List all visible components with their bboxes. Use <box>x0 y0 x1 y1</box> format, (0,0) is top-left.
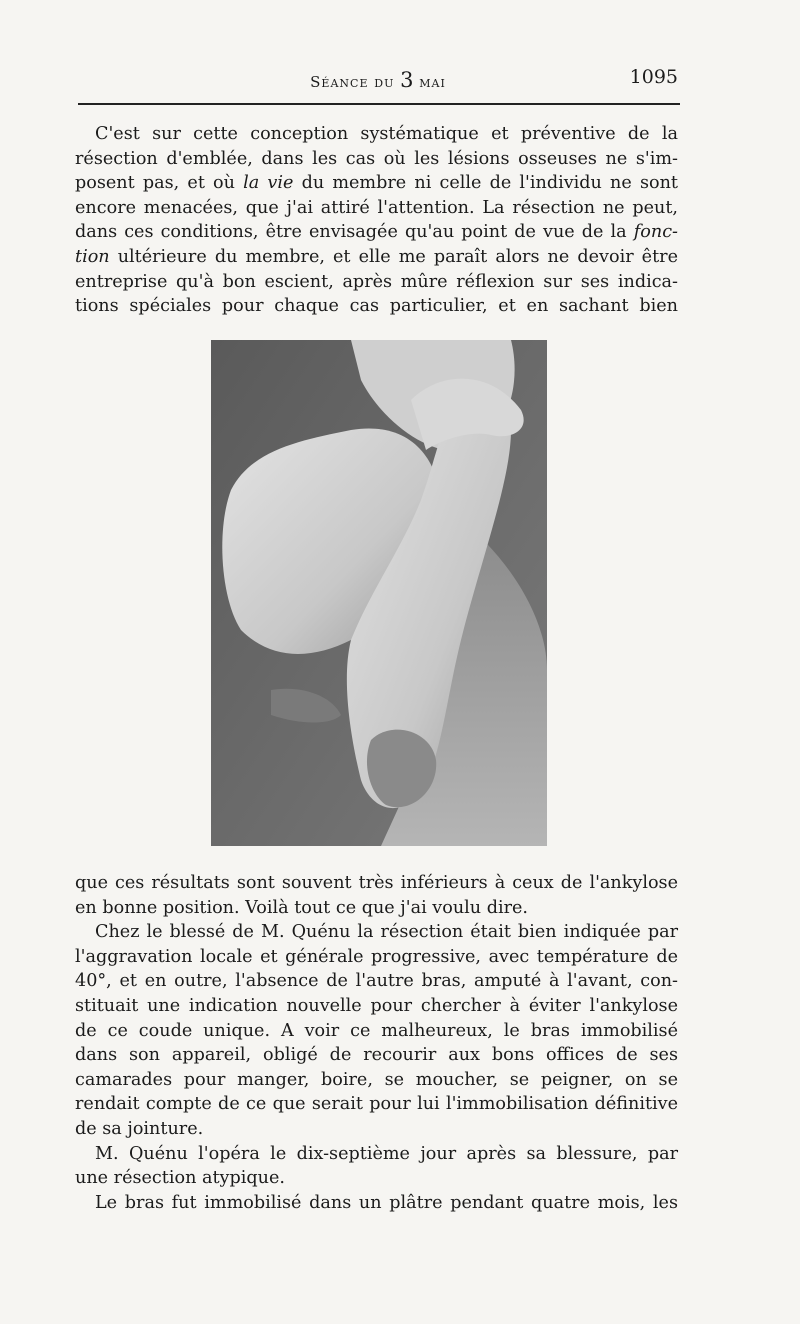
text-line: Le bras fut immobilisé dans un plâtre pendant quatre mois, les <box>95 1192 678 1213</box>
text-line: stituait une indication nouvelle pour chercher à éviter l'ankylose <box>75 995 678 1016</box>
text-line: de ce coude unique. A voir ce malheureux, le bras immobilisé <box>75 1020 678 1041</box>
page-number: 1095 <box>629 66 678 88</box>
paragraph-1 <box>75 122 678 319</box>
photograph-image <box>211 340 547 846</box>
text-line: entreprise qu'à bon escient, après mûre réflexion sur ses indica- <box>75 271 678 292</box>
text-line: en bonne position. Voilà tout ce que j'ai voulu dire. <box>75 897 529 918</box>
text-line: camarades pour manger, boire, se moucher, se peigner, on se <box>75 1069 678 1090</box>
text-line: C'est sur cette conception systématique et préventive de la <box>95 124 678 144</box>
text-fragment: posent pas, et où la vie du membre ni celle de l'individu ne sont <box>75 173 678 194</box>
text-line: l'aggravation locale et générale progressive, avec température de <box>75 946 678 967</box>
header-rule <box>78 103 680 105</box>
running-header <box>78 64 678 98</box>
text-line: résection d'emblée, dans les cas où les lésions osseuses ne s'im- <box>75 148 678 169</box>
header-title <box>78 68 678 92</box>
header-title-suffix: mai <box>419 73 446 91</box>
text-line: de sa jointure. <box>75 1118 204 1139</box>
text-line: encore menacées, que j'ai attiré l'attention. La résection ne peut, <box>75 197 678 218</box>
header-title-number: 3 <box>400 68 414 92</box>
text-line: rendait compte de ce que serait pour lui l'immobilisation définitive <box>75 1094 678 1115</box>
text-line: M. Quénu l'opéra le dix-septième jour après sa blessure, par <box>95 1143 678 1164</box>
text-line <box>75 220 678 245</box>
text-line <box>75 245 678 270</box>
text-line: tions spéciales pour chaque cas particulier, et en sachant bien <box>75 296 678 317</box>
header-title-prefix: Séance du <box>310 73 395 91</box>
text-line: 40°, et en outre, l'absence de l'autre bras, amputé à l'avant, con- <box>75 971 678 992</box>
text-fragment: dans ces conditions, être envisagée qu'au point de vue de la fonc- <box>75 222 678 243</box>
text-line: Chez le blessé de M. Quénu la résection était bien indiquée par <box>95 922 678 943</box>
paragraph-continued <box>75 871 678 1215</box>
text-line: dans son appareil, obligé de recourir aux bons offices de ses <box>75 1045 678 1066</box>
text-fragment: tion ultérieure du membre, et elle me paraît alors ne devoir être <box>75 246 678 267</box>
text-line <box>75 171 678 196</box>
text-line: que ces résultats sont souvent très inférieurs à ceux de l'ankylose <box>75 873 678 893</box>
text-line: une résection atypique. <box>75 1168 285 1189</box>
patient-photograph <box>211 340 547 846</box>
